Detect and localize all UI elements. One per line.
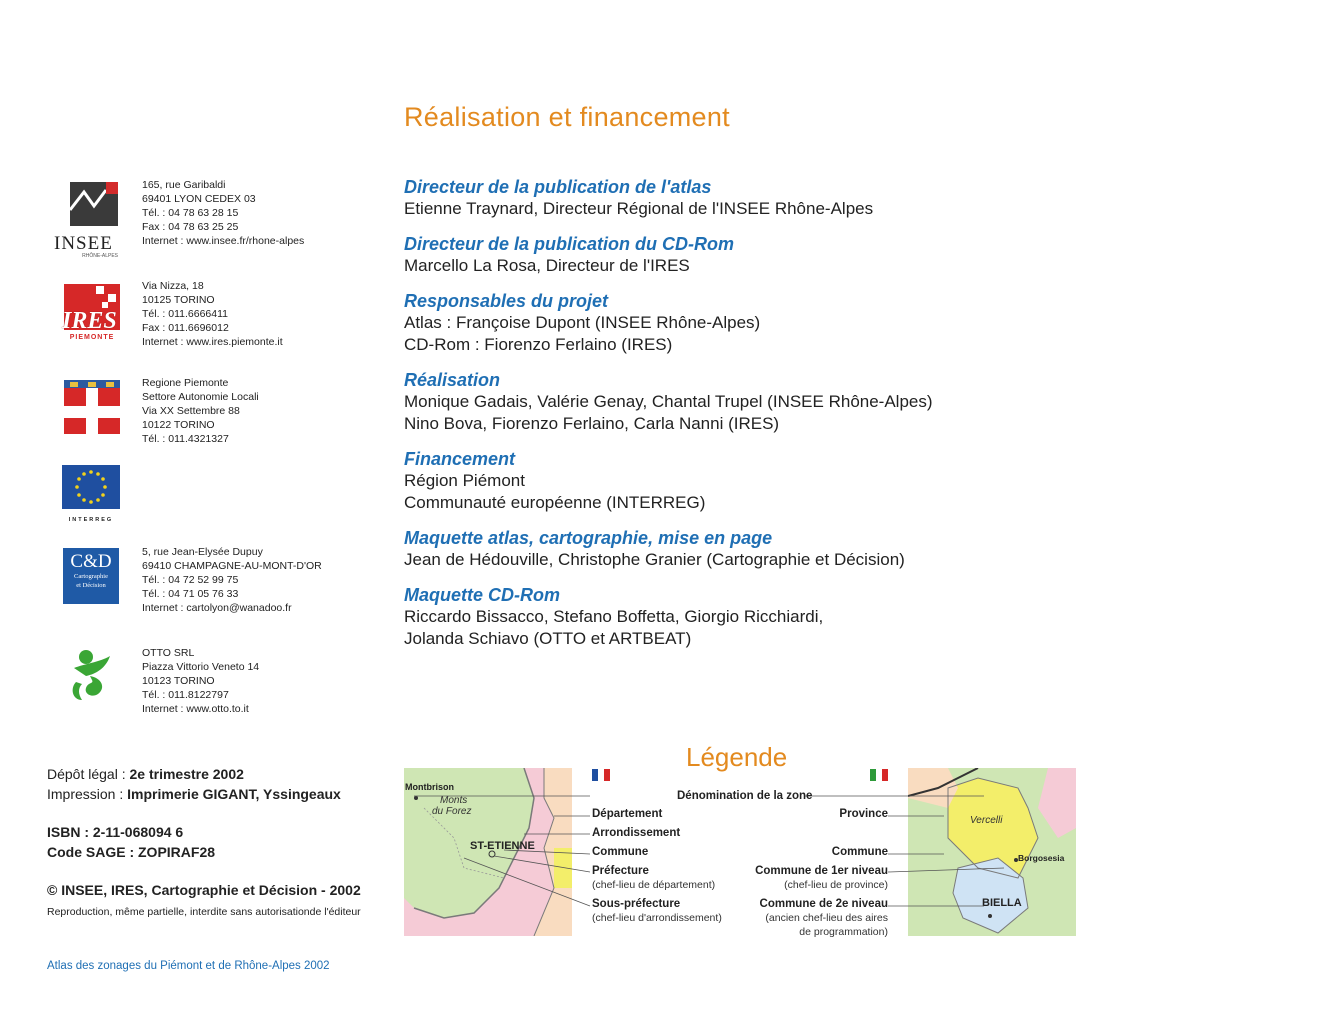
footer-title: Atlas des zonages du Piémont et de Rhône-Alpes 2002 (47, 960, 330, 972)
credit-section (404, 233, 1004, 277)
address-line: Tél. : 011.6666411 (142, 308, 229, 320)
copyright: © INSEE, IRES, Cartographie et Décision - 2002 (47, 882, 361, 898)
ires-logo (62, 282, 122, 348)
map-label-borgosesia: Borgosesia (1018, 853, 1065, 863)
reproduction-notice: Reproduction, même partielle, interdite sans autorisationde l'éditeur (47, 906, 361, 918)
credit-line: Nino Bova, Fiorenzo Ferlaino, Carla Nanni (IRES) (404, 414, 780, 433)
address-line: Settore Autonomie Locali (142, 391, 259, 403)
credit-line: CD-Rom : Fiorenzo Ferlaino (IRES) (404, 335, 673, 354)
address-line: 5, rue Jean-Elysée Dupuy (142, 546, 263, 558)
legend-zone-label: Dénomination de la zone (677, 790, 813, 802)
regione-piemonte-logo (64, 380, 120, 436)
address-line: Tél. : 04 78 63 28 15 (142, 207, 239, 219)
credit-heading: Financement (404, 449, 516, 469)
legend-prefecture: Préfecture (592, 865, 649, 877)
map-label-montbrison: Montbrison (405, 782, 454, 792)
eu-flag-logo (62, 465, 120, 521)
credit-heading: Responsables du projet (404, 291, 609, 311)
credit-heading: Directeur de la publication du CD-Rom (404, 234, 735, 254)
credit-line: Etienne Traynard, Directeur Régional de l'INSEE Rhône-Alpes (404, 199, 874, 218)
cd-subtitle-1: Cartographie (74, 573, 108, 580)
address-line: Fax : 011.6696012 (142, 322, 229, 334)
legend-commune-fr: Commune (592, 846, 649, 858)
legend-departement: Département (592, 808, 663, 820)
map-label-st-etienne: ST-ETIENNE (470, 840, 535, 852)
legend-commune-2-sub-2: de programmation) (799, 926, 888, 938)
address-line: 10125 TORINO (142, 294, 215, 306)
depot-value: 2e trimestre 2002 (129, 766, 244, 782)
credit-line: Monique Gadais, Valérie Genay, Chantal Trupel (INSEE Rhône-Alpes) (404, 392, 933, 411)
credit-section (404, 290, 1004, 356)
page-title: Réalisation et financement (404, 102, 730, 132)
depot-label: Dépôt légal : (47, 766, 130, 782)
credit-heading: Maquette atlas, cartographie, mise en page (404, 528, 773, 548)
ires-subtitle: PIEMONTE (69, 334, 115, 341)
credit-section (404, 176, 1004, 220)
credit-heading: Directeur de la publication de l'atlas (404, 177, 712, 197)
address-line: Regione Piemonte (142, 377, 229, 389)
credit-section (404, 369, 1004, 435)
address-line: Internet : www.otto.to.it (142, 703, 249, 715)
insee-logo (54, 180, 122, 258)
credit-line: Riccardo Bissacco, Stefano Boffetta, Giorgio Ricchiardi, (404, 607, 824, 626)
map-label-biella: BIELLA (982, 897, 1022, 909)
credit-line: Jean de Hédouville, Christophe Granier (Cartographie et Décision) (404, 550, 905, 569)
credit-section (404, 527, 1004, 571)
address-line: Tél. : 04 71 05 76 33 (142, 588, 239, 600)
address-line: Tél. : 011.4321327 (142, 433, 229, 445)
credit-line: Jolanda Schiavo (OTTO et ARTBEAT) (404, 629, 692, 648)
insee-subtitle: RHÔNE-ALPES (82, 253, 118, 259)
isbn: ISBN : 2-11-068094 6 (47, 824, 184, 840)
insee-emblem-icon (54, 180, 122, 230)
impression-label: Impression : (47, 786, 128, 802)
credit-line: Atlas : Françoise Dupont (INSEE Rhône-Alpes) (404, 313, 761, 332)
legend-commune-2: Commune de 2e niveau (759, 898, 888, 910)
legend-commune-1: Commune de 1er niveau (755, 865, 888, 877)
address-line: OTTO SRL (142, 647, 195, 659)
address-line: Fax : 04 78 63 25 25 (142, 221, 239, 233)
address-line: Tél. : 04 72 52 99 75 (142, 574, 239, 586)
ires-wordmark: IRES (62, 308, 117, 334)
otto-address (142, 646, 259, 716)
legend-title: Légende (686, 742, 788, 772)
insee-wordmark: INSEE (54, 233, 113, 254)
eu-stars-icon (62, 465, 120, 509)
legend-province: Province (839, 808, 888, 820)
map-label-vercelli: Vercelli (970, 815, 1003, 826)
legend-sous-prefecture-sub: (chef-lieu d'arrondissement) (592, 912, 722, 924)
credit-line: Communauté européenne (INTERREG) (404, 493, 706, 512)
piemonte-cross-icon (64, 380, 120, 436)
address-line: Tél. : 011.8122797 (142, 689, 229, 701)
address-line: 69410 CHAMPAGNE-AU-MONT-D'OR (142, 560, 322, 572)
impression-value: Imprimerie GIGANT, Yssingeaux (127, 786, 341, 802)
cartographie-decision-logo (63, 548, 119, 604)
map-label-monts: Monts (440, 795, 468, 806)
code-sage: Code SAGE : ZOPIRAF28 (47, 844, 216, 860)
cd-address (142, 545, 322, 615)
map-label-forez: du Forez (432, 806, 472, 817)
legend-commune-1-sub: (chef-lieu de province) (784, 879, 888, 891)
address-line: Internet : cartolyon@wanadoo.fr (142, 602, 292, 614)
address-line: 69401 LYON CEDEX 03 (142, 193, 256, 205)
credits-list (404, 176, 1004, 663)
address-line: 10123 TORINO (142, 675, 215, 687)
address-line: 10122 TORINO (142, 419, 215, 431)
credit-line: Marcello La Rosa, Directeur de l'IRES (404, 256, 690, 275)
credit-heading: Maquette CD-Rom (404, 585, 560, 605)
address-line: Via XX Settembre 88 (142, 405, 240, 417)
address-line: Internet : www.ires.piemonte.it (142, 336, 283, 348)
legend-arrondissement: Arrondissement (592, 827, 681, 839)
insee-address (142, 178, 304, 248)
regione-address (142, 376, 259, 446)
address-line: 165, rue Garibaldi (142, 179, 226, 191)
legend-commune-it: Commune (831, 846, 888, 858)
eu-subtitle: INTERREG (68, 517, 114, 523)
credit-heading: Réalisation (404, 370, 501, 390)
cd-subtitle-2: et Décision (76, 582, 106, 589)
address-line: Via Nizza, 18 (142, 280, 204, 292)
impression (47, 784, 341, 804)
credit-line: Région Piémont (404, 471, 525, 490)
address-line: Piazza Vittorio Veneto 14 (142, 661, 260, 673)
depot-legal (47, 764, 244, 784)
ires-address (142, 279, 283, 349)
legend-prefecture-sub: (chef-lieu de département) (592, 879, 716, 891)
otto-figure-icon (66, 648, 116, 704)
address-line: Internet : www.insee.fr/rhone-alpes (142, 235, 305, 247)
legend-sous-prefecture: Sous-préfecture (592, 898, 681, 910)
cd-wordmark: C&D (70, 551, 112, 572)
credit-section (404, 448, 1004, 514)
otto-logo (66, 648, 116, 704)
legend-commune-2-sub-1: (ancien chef-lieu des aires (765, 912, 888, 924)
credit-section (404, 584, 1004, 650)
